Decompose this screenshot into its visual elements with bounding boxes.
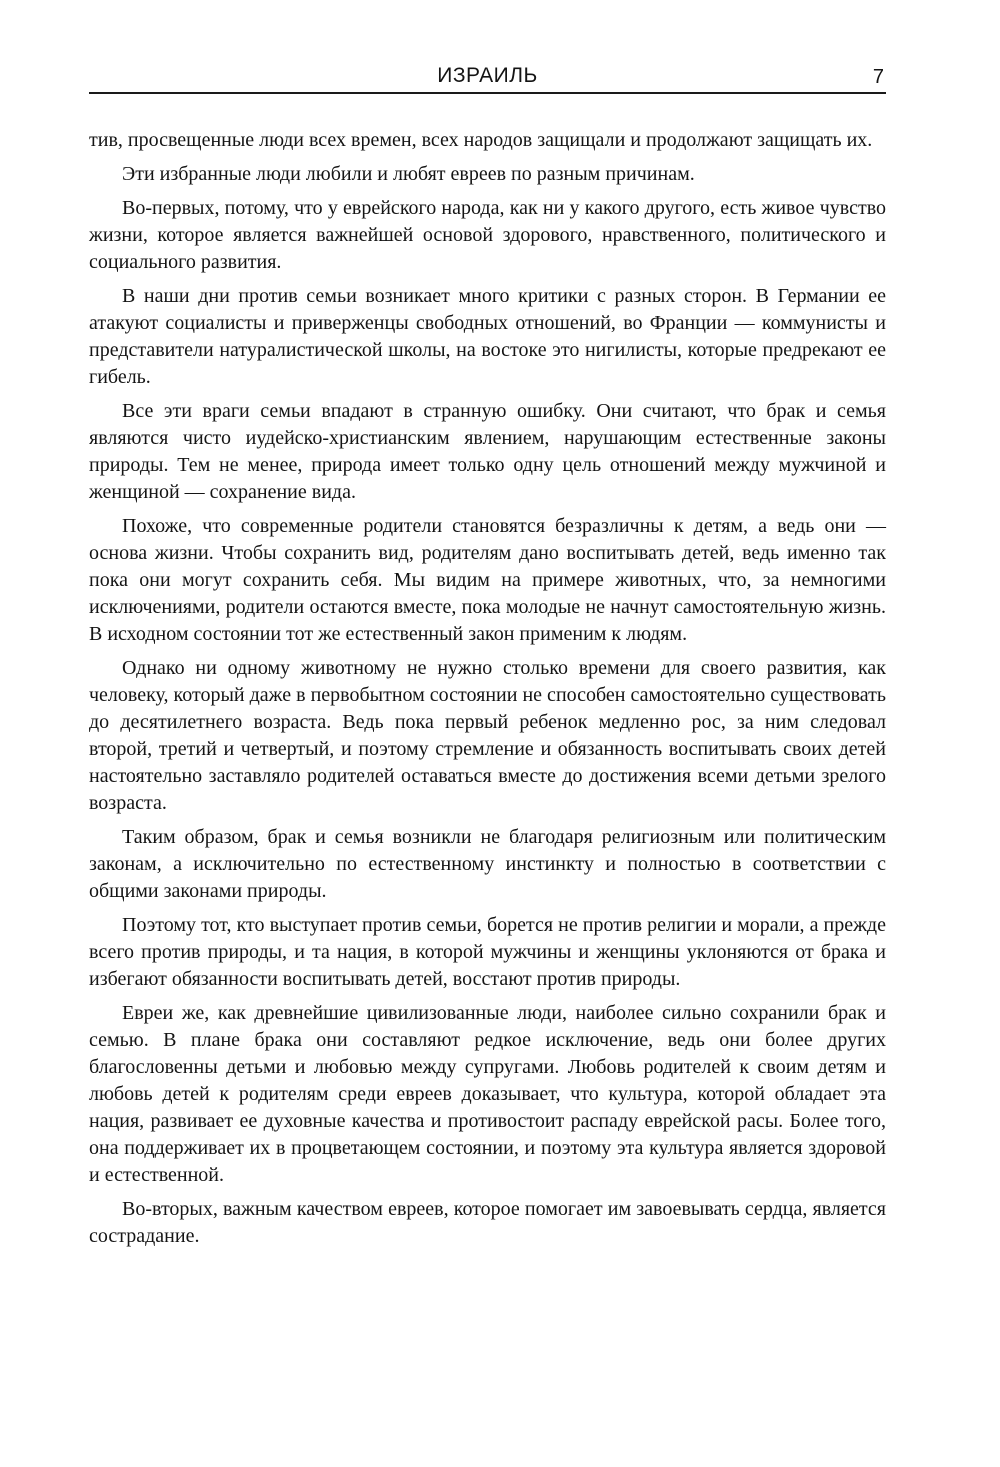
paragraph: Похоже, что современные родители становятся безразличны к детям, а ведь они — основа жизни. Чтобы сохранить вид, родителям дано воспитывать детей, ведь именно так пока они могут сохранить себя. Мы видим на примере животных, что, за немногими исключениями, родители остаются вместе, пока молодые не начнут самостоятельную жизнь. В исходном состоянии тот же естественный закон применим к людям. <box>89 515 886 645</box>
paragraph: Поэтому тот, кто выступает против семьи, борется не против религии и морали, а прежде всего против природы, и та нация, в которой мужчины и женщины уклоняются от брака и избегают обязанности воспитывать детей, восстают против природы. <box>89 914 886 990</box>
paragraph: Таким образом, брак и семья возникли не благодаря религиозным или политическим законам, а исключительно по естественному инстинкту и полностью в соответствии с общими законами природы. <box>89 826 886 902</box>
paragraph: Эти избранные люди любили и любят евреев по разным причинам. <box>122 163 695 185</box>
book-page <box>89 62 886 1257</box>
running-header <box>89 62 886 94</box>
body-text <box>89 127 886 1250</box>
paragraph: В наши дни против семьи возникает много критики с разных сторон. В Германии ее атакуют социалисты и приверженцы свободных отношений, во Франции — коммунисты и представители натуралистической школы, на востоке это нигилисты, которые предрекают ее гибель. <box>89 285 886 388</box>
paragraph: Однако ни одному животному не нужно столько времени для своего развития, как человеку, который даже в первобытном состоянии не способен самостоятельно существовать до десятилетнего возраста. Ведь пока первый ребенок медленно рос, за ним следовал второй, третий и четвертый, и поэтому стремление и обязанность воспитывать своих детей настоятельно заставляло родителей оставаться вместе до достижения всеми детьми зрелого возраста. <box>89 657 886 814</box>
paragraph: Во-первых, потому, что у еврейского народа, как ни у какого другого, есть живое чувство жизни, которое является важнейшей основой здорового, нравственного, политического и социального развития. <box>89 197 886 273</box>
page-number: 7 <box>872 66 884 88</box>
paragraph-continued: тив, просвещенные люди всех времен, всех народов защищали и продолжают защищать их. <box>89 129 873 151</box>
paragraph: Все эти враги семьи впадают в странную ошибку. Они считают, что брак и семья являются чисто иудейско-христианским явлением, нарушающим естественные законы природы. Тем не менее, природа имеет только одну цель отношений между мужчиной и женщиной — сохранение вида. <box>89 400 886 503</box>
paragraph: Во-вторых, важным качеством евреев, которое помогает им завоевывать сердца, является сострадание. <box>89 1198 886 1247</box>
paragraph: Евреи же, как древнейшие цивилизованные люди, наиболее сильно сохранили брак и семью. В плане брака они составляют редкое исключение, ведь они более других благословенны детьми и любовью между супругами. Любовь родителей к своим детям и любовь детей к родителям среди евреев доказывает, что культура, которой обладает эта нация, развивает ее духовные качества и противостоит распаду еврейской расы. Более того, она поддерживает их в процветающем состоянии, и поэтому эта культура является здоровой и естественной. <box>89 1002 886 1186</box>
chapter-title: ИЗРАИЛЬ <box>437 64 538 87</box>
